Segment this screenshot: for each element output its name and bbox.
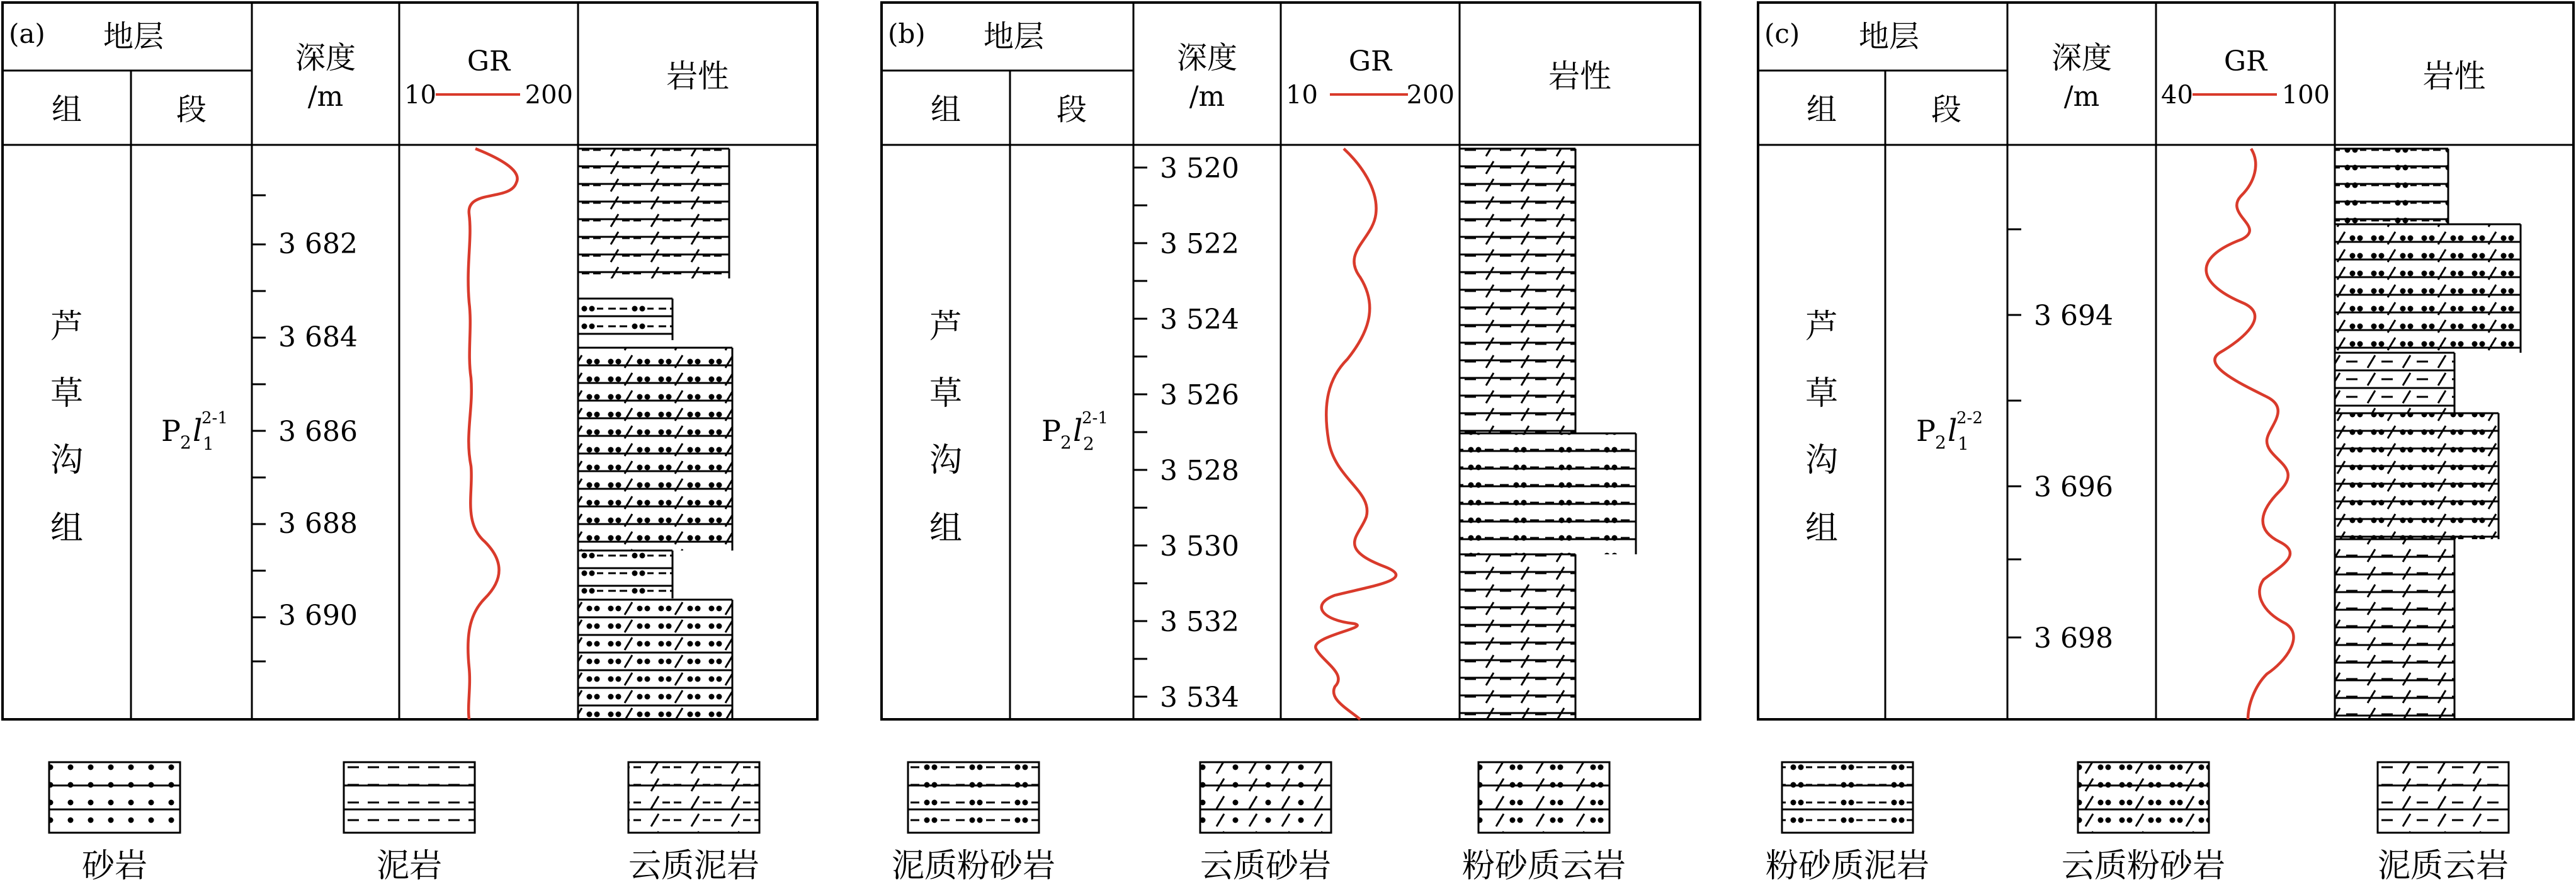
member-code-sup: 2-2 <box>1956 409 1983 428</box>
formation-name-char: 沟 <box>1805 442 1839 479</box>
header-gr-max: 100 <box>2281 81 2330 110</box>
formation-name-char: 芦 <box>929 308 963 346</box>
gr-curve <box>468 149 517 719</box>
header-formation: 组 <box>930 92 962 127</box>
legend-label: 粉砂质云岩 <box>1461 847 1626 885</box>
legend-swatch <box>628 762 759 833</box>
legend-label: 泥质云岩 <box>2377 847 2509 885</box>
panel-label: (a) <box>9 18 45 49</box>
member-code-sub1: 2 <box>1935 432 1946 453</box>
legend-label: 云质砂岩 <box>1200 847 1332 885</box>
formation-name-char: 组 <box>929 510 963 547</box>
header-lithology: 岩性 <box>1548 58 1611 94</box>
legend-item-dolomitic-mudstone <box>628 762 759 885</box>
formation-name-char: 芦 <box>1805 308 1839 346</box>
lithology-layer-argillaceous-dolomite <box>2335 353 2454 413</box>
formation-name-char: 沟 <box>50 442 84 479</box>
depth-label: 3 520 <box>1160 152 1239 185</box>
panel-a <box>3 3 817 719</box>
legend-swatch <box>1782 762 1913 833</box>
member-code <box>1916 409 1983 454</box>
legend-label: 粉砂质泥岩 <box>1765 847 1930 885</box>
header-member: 段 <box>1931 92 1962 127</box>
depth-label: 3 522 <box>1160 228 1239 260</box>
header-depth-unit: /m <box>1189 81 1225 113</box>
header-gr-max: 200 <box>1406 81 1455 110</box>
depth-label: 3 534 <box>1160 682 1239 714</box>
panel-label: (c) <box>1764 18 1800 49</box>
legend-swatch <box>1478 762 1609 833</box>
header-depth-unit: /m <box>307 81 344 113</box>
member-code-letter: l <box>1948 413 1958 448</box>
depth-label: 3 690 <box>278 600 358 632</box>
legend-swatch <box>2078 762 2209 833</box>
header-stratum: 地层 <box>103 19 164 54</box>
depth-label: 3 698 <box>2034 622 2113 654</box>
header-depth: 深度 <box>295 40 356 76</box>
legend-item-argillaceous-siltstone <box>892 762 1055 885</box>
depth-label: 3 526 <box>1160 379 1239 411</box>
legend-label: 泥质粉砂岩 <box>891 847 1056 885</box>
lithology-layer-silty-mudstone <box>578 551 672 598</box>
legend-item-sandstone <box>49 762 180 885</box>
member-code-sup: 2-1 <box>201 409 228 428</box>
member-code-base: P <box>1916 414 1936 448</box>
legend-item-dolomitic-sandstone <box>1200 762 1331 885</box>
header-formation: 组 <box>1806 92 1837 127</box>
header-stratum: 地层 <box>983 19 1045 54</box>
legend-item-dolomitic-siltstone <box>2062 762 2225 885</box>
member-code-base: P <box>1041 414 1061 448</box>
member-code <box>1041 409 1108 454</box>
header-gr-min: 10 <box>404 81 436 110</box>
legend-swatch <box>2378 762 2509 833</box>
header-depth: 深度 <box>1176 40 1238 76</box>
legend-label: 云质粉砂岩 <box>2061 847 2226 885</box>
formation-name-char: 草 <box>929 375 963 413</box>
gr-curve <box>1315 149 1396 719</box>
member-code-sub1: 2 <box>180 432 191 453</box>
header-formation: 组 <box>51 92 82 127</box>
lithology-layer-dolomitic-siltstone <box>578 348 732 551</box>
depth-label: 3 684 <box>278 321 358 353</box>
depth-label: 3 530 <box>1160 530 1239 562</box>
lithology-layer-dolomitic-siltstone <box>2335 413 2499 539</box>
legend-item-mudstone <box>344 762 475 885</box>
lithology-layer-silty-mudstone <box>2335 149 2448 224</box>
formation-name-char: 草 <box>50 375 84 413</box>
header-gr: GR <box>2223 45 2267 77</box>
header-gr-min: 10 <box>1286 81 1318 110</box>
legend-item-silty-mudstone <box>1766 762 1929 885</box>
legend-item-silty-dolomite <box>1462 762 1626 885</box>
header-lithology: 岩性 <box>666 58 729 94</box>
depth-label: 3 686 <box>278 416 358 448</box>
legend-label: 砂岩 <box>81 847 148 885</box>
formation-name-char: 组 <box>50 510 84 547</box>
depth-label: 3 528 <box>1160 455 1239 487</box>
panel-label: (b) <box>888 18 926 49</box>
member-code-letter: l <box>193 413 203 448</box>
member-code-base: P <box>161 414 181 448</box>
header-depth: 深度 <box>2051 40 2113 76</box>
legend-item-argillaceous-dolomite <box>2378 762 2509 885</box>
member-code-sub2: 2 <box>1083 433 1094 454</box>
panel-b <box>882 3 1700 719</box>
legend-swatch <box>49 762 180 833</box>
legend-swatch <box>344 762 475 833</box>
member-code-sub2: 1 <box>1958 433 1969 454</box>
lithology-layer-dolomitic-mudstone <box>578 149 729 278</box>
formation-name-char: 芦 <box>50 308 84 346</box>
depth-label: 3 694 <box>2034 300 2113 332</box>
member-code <box>161 409 228 454</box>
legend-swatch <box>1200 762 1331 833</box>
formation-name-char: 组 <box>1805 510 1839 547</box>
legend-label: 云质泥岩 <box>628 847 760 885</box>
header-stratum: 地层 <box>1858 19 1920 54</box>
depth-label: 3 524 <box>1160 304 1239 336</box>
depth-label: 3 696 <box>2034 471 2113 503</box>
header-gr-max: 200 <box>525 81 573 110</box>
header-depth-unit: /m <box>2063 81 2100 113</box>
gr-curve <box>2206 149 2294 719</box>
legend-swatch <box>908 762 1039 833</box>
formation-name-char: 草 <box>1805 375 1839 413</box>
depth-label: 3 682 <box>278 228 358 260</box>
panel-frame <box>882 3 1700 719</box>
lithology-layer-argillaceous-dolomite <box>1460 149 1575 433</box>
header-member: 段 <box>1056 92 1087 127</box>
depth-label: 3 688 <box>278 508 358 540</box>
header-lithology: 岩性 <box>2422 58 2486 94</box>
lithology-layer-dolomitic-siltstone <box>2335 224 2521 353</box>
lithology-layer-argillaceous-dolomite <box>2335 539 2454 719</box>
member-code-sub2: 1 <box>203 433 214 454</box>
member-code-sup: 2-1 <box>1082 409 1108 428</box>
header-gr-min: 40 <box>2161 81 2193 110</box>
legend-label: 泥岩 <box>376 847 443 885</box>
header-gr: GR <box>467 45 511 77</box>
formation-name-char: 沟 <box>929 442 963 479</box>
member-code-sub1: 2 <box>1060 432 1072 453</box>
depth-label: 3 532 <box>1160 606 1239 638</box>
member-code-letter: l <box>1073 413 1083 448</box>
header-member: 段 <box>176 92 207 127</box>
header-gr: GR <box>1348 45 1392 77</box>
panel-c <box>1758 3 2573 719</box>
